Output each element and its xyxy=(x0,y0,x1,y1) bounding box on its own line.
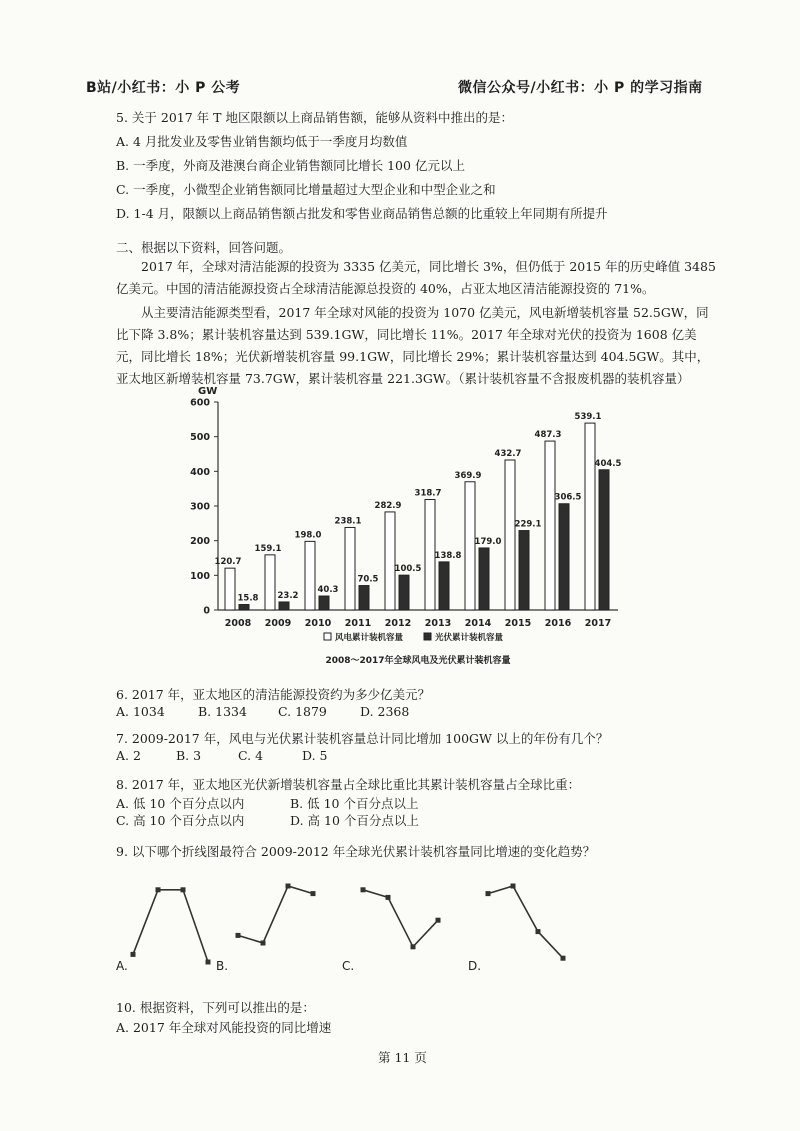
q5-stem: 5. 关于 2017 年 T 地区限额以上商品销售额，能够从资料中推出的是： xyxy=(116,110,513,125)
wind-bar xyxy=(585,423,595,610)
x-tick-label: 2017 xyxy=(584,618,612,629)
y-tick-label: 200 xyxy=(190,536,210,548)
q9-option-point xyxy=(131,952,136,957)
q9-option-point xyxy=(181,887,186,892)
header-right: 微信公众号/小红书：小 P 的学习指南 xyxy=(458,80,703,96)
q8-option-d: D. 高 10 个百分点以上 xyxy=(290,813,419,828)
y-tick-label: 0 xyxy=(203,605,210,617)
wind-value-label: 539.1 xyxy=(574,412,602,423)
q8-option-c: C. 高 10 个百分点以内 xyxy=(116,813,245,828)
pv-bar xyxy=(519,531,529,610)
pv-value-label: 100.5 xyxy=(394,564,422,575)
pv-bar xyxy=(439,562,449,610)
q7-option-d: D. 5 xyxy=(302,748,328,763)
q6-option-a: A. 1034 xyxy=(116,704,165,719)
pv-value-label: 404.5 xyxy=(594,458,622,469)
wind-value-label: 198.0 xyxy=(294,530,322,541)
legend-wind-label: 风电累计装机容量 xyxy=(335,633,404,643)
q9-option-point xyxy=(156,887,161,892)
x-tick-label: 2016 xyxy=(544,618,572,629)
q9-option-point xyxy=(511,884,516,889)
q10-stem: 10. 根据资料，下列可以推出的是： xyxy=(116,1000,315,1015)
q9-option-point xyxy=(411,944,416,949)
y-axis-unit: GW xyxy=(198,386,218,397)
q9-option-point xyxy=(361,887,366,892)
q8-option-b: B. 低 10 个百分点以上 xyxy=(290,796,419,811)
pv-bar xyxy=(239,605,249,610)
x-tick-label: 2009 xyxy=(264,618,292,629)
q5-option-d: D. 1-4 月，限额以上商品销售额占批发和零售业商品销售总额的比重较上年同期有所提升 xyxy=(116,206,608,221)
legend-pv-label: 光伏累计装机容量 xyxy=(435,633,504,643)
q9-option-point xyxy=(206,960,211,965)
q9-option-label: A. xyxy=(116,959,128,973)
pv-value-label: 70.5 xyxy=(357,574,379,585)
bar-chart xyxy=(0,380,800,680)
q9-line-options xyxy=(0,870,800,980)
q9-option-point xyxy=(486,891,491,896)
wind-value-label: 282.9 xyxy=(374,500,402,511)
q7-stem: 7. 2009-2017 年，风电与光伏累计装机容量总计同比增加 100GW 以上的年份有几个？ xyxy=(116,731,609,746)
x-tick-label: 2010 xyxy=(304,618,332,629)
pv-bar xyxy=(479,548,489,610)
pv-value-label: 306.5 xyxy=(554,492,582,503)
pv-value-label: 40.3 xyxy=(317,585,339,596)
q9-option-point xyxy=(436,918,441,923)
x-tick-label: 2013 xyxy=(424,618,452,629)
q10-option-a: A. 2017 年全球对风能投资的同比增速 xyxy=(116,1020,332,1035)
q5-option-c: C. 一季度，小微型企业销售额同比增量超过大型企业和中型企业之和 xyxy=(116,182,496,197)
legend-wind-swatch xyxy=(324,633,331,640)
wind-bar xyxy=(425,500,435,610)
q7-option-b: B. 3 xyxy=(176,748,202,763)
wind-value-label: 432.7 xyxy=(494,448,522,459)
pv-value-label: 15.8 xyxy=(237,593,259,604)
pv-value-label: 179.0 xyxy=(474,536,502,547)
pv-bar xyxy=(319,596,329,610)
q9-option-point xyxy=(286,884,291,889)
material-paragraph-2: 从主要清洁能源类型看，2017 年全球对风能的投资为 1070 亿美元，风电新增装机容量 52.5GW，同比下降 3.8%；累计装机容量达到 539.1GW，同比增长 11%。2017 年全球对光伏的投资为 1608 亿美元，同比增长 18%；光伏新增装机容量 99.1GW，同比增长 29%；累计装机容量达到 404.5GW。其中，亚太地区新增装机容量 73.7GW，累计装机容量 221.3GW。（累计装机容量不含报废机器的装机容量） xyxy=(116,305,710,386)
wind-value-label: 159.1 xyxy=(254,543,282,554)
pv-bar xyxy=(279,602,289,610)
q9-option-point xyxy=(561,956,566,961)
wind-bar xyxy=(545,441,555,610)
pv-value-label: 229.1 xyxy=(514,519,542,530)
x-tick-label: 2011 xyxy=(344,618,372,629)
q6-option-c: C. 1879 xyxy=(278,704,327,719)
header-left: B站/小红书：小 P 公考 xyxy=(86,80,241,96)
q6-stem: 6. 2017 年，亚太地区的清洁能源投资约为多少亿美元？ xyxy=(116,687,431,702)
wind-bar xyxy=(225,568,235,610)
wind-value-label: 120.7 xyxy=(214,557,242,568)
q9-option-point xyxy=(311,891,316,896)
wind-value-label: 487.3 xyxy=(534,430,562,441)
pv-bar xyxy=(559,504,569,610)
pv-value-label: 138.8 xyxy=(434,550,462,561)
legend-pv-swatch xyxy=(424,633,431,640)
wind-bar xyxy=(265,555,275,610)
wind-value-label: 238.1 xyxy=(334,516,362,527)
q6-option-d: D. 2368 xyxy=(360,704,410,719)
pv-bar xyxy=(599,470,609,610)
wind-bar xyxy=(505,460,515,610)
y-tick-label: 300 xyxy=(190,501,210,513)
pv-value-label: 23.2 xyxy=(277,590,299,601)
q8-option-a: A. 低 10 个百分点以内 xyxy=(116,796,245,811)
section-heading: 二、根据以下资料，回答问题。 xyxy=(116,240,292,255)
q9-option-point xyxy=(261,941,266,946)
q9-option-label: B. xyxy=(216,959,229,973)
x-tick-label: 2012 xyxy=(384,618,412,629)
q9-option-label: D. xyxy=(468,959,482,973)
y-tick-label: 600 xyxy=(190,397,210,409)
q9-option-point xyxy=(236,933,241,938)
wind-bar xyxy=(305,541,315,610)
q8-stem: 8. 2017 年，亚太地区光伏新增装机容量占全球比重比其累计装机容量占全球比重： xyxy=(116,777,581,792)
chart-title: 2008～2017年全球风电及光伏累计装机容量 xyxy=(325,656,511,666)
x-tick-label: 2014 xyxy=(464,618,492,629)
y-tick-label: 500 xyxy=(190,432,210,444)
wind-value-label: 318.7 xyxy=(414,488,442,499)
q6-option-b: B. 1334 xyxy=(198,704,247,719)
y-tick-label: 400 xyxy=(190,466,210,478)
q9-option-line xyxy=(363,890,438,947)
y-tick-label: 100 xyxy=(190,570,210,582)
wind-bar xyxy=(345,527,355,610)
pv-bar xyxy=(359,586,369,610)
wind-bar xyxy=(385,512,395,610)
q9-option-point xyxy=(386,895,391,900)
q9-option-line xyxy=(488,886,563,958)
pv-bar xyxy=(399,575,409,610)
x-tick-label: 2008 xyxy=(224,618,252,629)
q9-stem: 9. 以下哪个折线图最符合 2009-2012 年全球光伏累计装机容量同比增速的变化趋势？ xyxy=(116,844,596,859)
x-tick-label: 2015 xyxy=(504,618,532,629)
q5-option-a: A. 4 月批发业及零售业销售额均低于一季度月均数值 xyxy=(116,134,408,149)
q7-option-c: C. 4 xyxy=(238,748,264,763)
q5-option-b: B. 一季度，外商及港澳台商企业销售额同比增长 100 亿元以上 xyxy=(116,158,465,173)
q7-option-a: A. 2 xyxy=(116,748,141,763)
q9-option-line xyxy=(238,886,313,943)
wind-bar xyxy=(465,482,475,610)
q9-option-point xyxy=(536,929,541,934)
q9-option-label: C. xyxy=(342,959,355,973)
q9-option-line xyxy=(133,890,208,962)
page-number: 第 11 页 xyxy=(378,1050,427,1065)
material-paragraph-1: 2017 年，全球对清洁能源的投资为 3335 亿美元，同比增长 3%，但仍低于 2015 年的历史峰值 3485 亿美元。中国的清洁能源投资占全球清洁能源总投资的 40%，占亚太地区清洁能源投资的 71%。 xyxy=(116,259,716,296)
wind-value-label: 369.9 xyxy=(454,470,482,481)
